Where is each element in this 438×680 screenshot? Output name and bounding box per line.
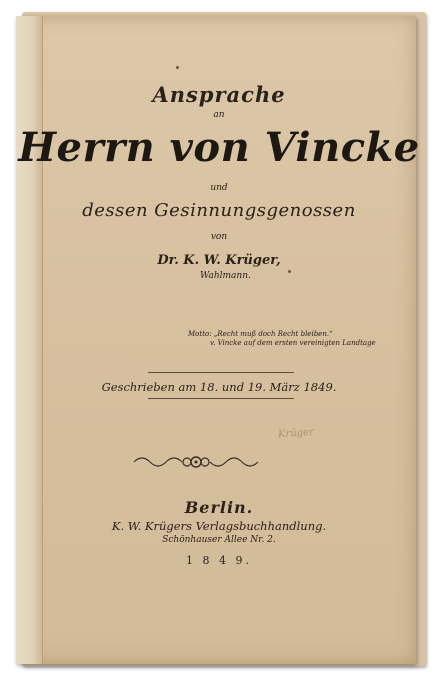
imprint-address: Schönhauser Allee Nr. 2. [162,535,276,545]
imprint-city: Berlin. [184,498,254,517]
title-line-ansprache: Ansprache [152,82,286,107]
divider-rule-top [148,372,294,373]
author-name: Dr. K. W. Krüger, [157,253,281,268]
motto-line-2: v. Vincke auf dem ersten vereinigten Landtage [210,339,376,347]
paper-speck [176,66,179,69]
ornament-vignette [132,452,260,472]
motto-line-1: Motto: „Recht muß doch Recht bleiben.“ [188,330,333,338]
title-line-gesinnungsgenossen: dessen Gesinnungsgenossen [82,200,356,221]
written-date: Geschrieben am 18. und 19. März 1849. [101,380,337,394]
paper-speck [288,270,291,273]
pencil-annotation: Krüger [277,426,315,441]
title-line-von: von [210,232,228,242]
author-role: Wahlmann. [200,271,251,281]
title-line-und: und [210,183,228,193]
divider-rule-bottom [148,398,294,399]
title-line-vincke: Herrn von Vincke [18,124,420,171]
imprint-year: 1 8 4 9. [186,554,252,567]
title-line-an: an [213,110,225,120]
imprint-publisher: K. W. Krügers Verlagsbuchhandlung. [111,519,327,533]
